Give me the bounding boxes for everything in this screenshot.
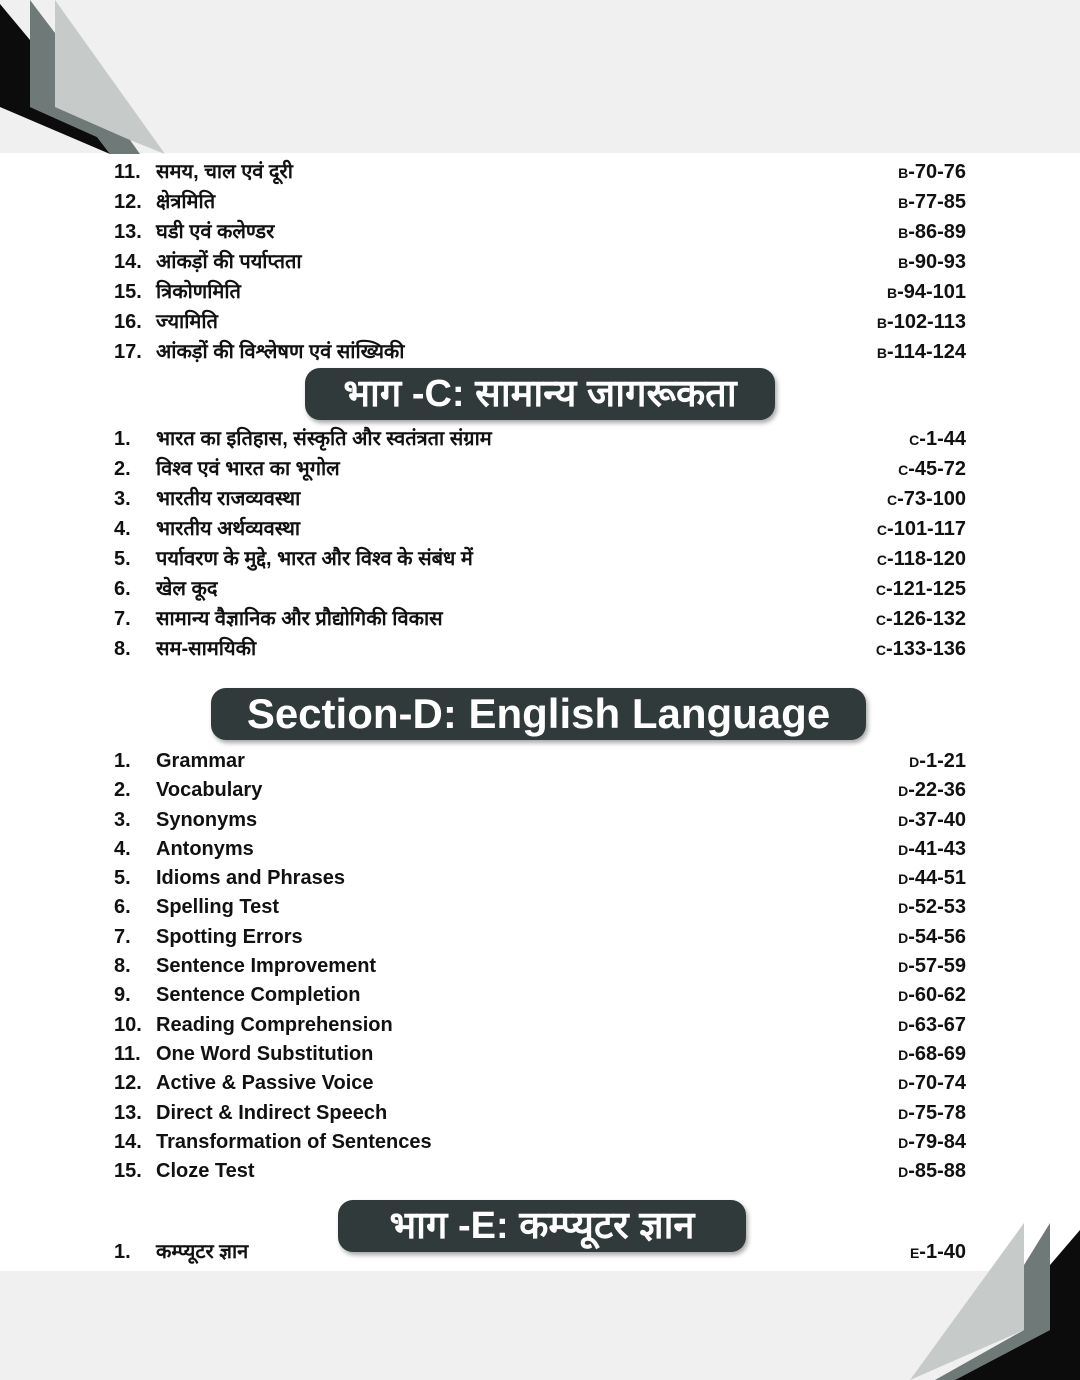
entry-title: क्षेत्रमिति xyxy=(156,191,216,213)
entry-pages xyxy=(909,424,966,455)
entry-pages xyxy=(898,157,966,188)
entry-title: Sentence Improvement xyxy=(156,955,377,978)
page-prefix: D xyxy=(898,812,909,829)
page-prefix: B xyxy=(886,285,898,301)
page-prefix: B xyxy=(898,195,909,211)
entry-number: 1. xyxy=(114,428,131,450)
page-prefix: D xyxy=(898,1076,909,1093)
page-range: -45-72 xyxy=(908,458,966,480)
page-range: -77-85 xyxy=(908,191,966,213)
toc-entry xyxy=(0,1098,1080,1127)
toc-entry xyxy=(0,834,1080,863)
toc-entry xyxy=(0,892,1080,921)
entry-pages xyxy=(898,1098,966,1129)
toc-entry xyxy=(0,1039,1080,1068)
toc-entry xyxy=(0,951,1080,980)
entry-title: One Word Substitution xyxy=(156,1042,374,1065)
toc-entry xyxy=(0,157,1080,187)
page-prefix: B xyxy=(876,345,888,361)
toc-entry xyxy=(0,805,1080,834)
entry-pages xyxy=(898,834,966,865)
entry-number: 17. xyxy=(114,341,142,363)
entry-title: Sentence Completion xyxy=(156,984,361,1007)
entry-pages xyxy=(898,1068,966,1099)
page-prefix: D xyxy=(898,1105,909,1122)
toc-entry xyxy=(0,1127,1080,1156)
entry-number: 2. xyxy=(114,779,131,802)
entry-title: सम-सामयिकी xyxy=(156,638,257,660)
page-prefix: C xyxy=(876,552,888,568)
page-prefix: D xyxy=(909,754,920,770)
page-prefix: C xyxy=(886,492,898,508)
entry-number: 4. xyxy=(114,837,131,860)
toc-entry xyxy=(0,1237,1080,1267)
entry-number: 5. xyxy=(114,867,131,890)
entry-pages xyxy=(898,1010,966,1041)
page-prefix: C xyxy=(876,522,888,538)
entry-pages xyxy=(909,746,966,777)
entry-title: कम्प्यूटर ज्ञान xyxy=(156,1241,249,1263)
toc-entry xyxy=(0,574,1080,604)
entry-title: Grammar xyxy=(156,750,245,772)
page-range: -90-93 xyxy=(908,251,966,273)
section-c-header: भाग -C: सामान्य जागरूकता xyxy=(305,368,775,420)
page-range: -86-89 xyxy=(908,221,966,243)
entry-pages xyxy=(898,187,966,218)
page-prefix: D xyxy=(898,1164,909,1181)
page-prefix: B xyxy=(898,255,909,271)
entry-title: भारतीय अर्थव्यवस्था xyxy=(156,518,301,540)
entry-title: त्रिकोणमिति xyxy=(156,281,241,303)
entry-number: 10. xyxy=(114,1013,142,1036)
page-range: -44-51 xyxy=(908,867,966,890)
page-prefix: D xyxy=(898,871,909,888)
toc-entry xyxy=(0,454,1080,484)
page-prefix: D xyxy=(898,1046,909,1063)
page-range: -102-113 xyxy=(887,311,966,333)
entry-title: भारतीय राजव्यवस्था xyxy=(156,488,301,510)
page-range: -41-43 xyxy=(908,837,966,860)
page-range: -1-44 xyxy=(919,428,966,450)
toc-entry xyxy=(0,1156,1080,1185)
entry-pages xyxy=(876,574,966,605)
entry-number: 1. xyxy=(114,1241,131,1263)
entry-title: विश्व एवं भारत का भूगोल xyxy=(156,458,340,480)
entry-title: Cloze Test xyxy=(156,1160,255,1183)
toc-entry xyxy=(0,217,1080,247)
entry-title: Direct & Indirect Speech xyxy=(156,1101,388,1124)
page-prefix: D xyxy=(898,900,909,917)
entry-number: 15. xyxy=(114,281,142,303)
section-c-list xyxy=(0,424,1080,664)
entry-pages xyxy=(898,951,966,982)
entry-pages xyxy=(876,634,966,665)
entry-number: 7. xyxy=(114,608,131,630)
entry-pages xyxy=(898,863,966,894)
entry-title: Antonyms xyxy=(156,837,254,860)
entry-title: Active & Passive Voice xyxy=(156,1072,374,1095)
section-d-header: Section-D: English Language xyxy=(211,688,866,740)
page-range: -52-53 xyxy=(908,896,966,919)
page-prefix: B xyxy=(898,225,909,241)
page-prefix: D xyxy=(898,1017,909,1034)
page-prefix: D xyxy=(898,988,909,1005)
entry-pages xyxy=(898,922,966,953)
entry-pages xyxy=(898,454,966,485)
entry-number: 8. xyxy=(114,638,131,660)
toc-entry xyxy=(0,514,1080,544)
entry-pages xyxy=(898,980,966,1011)
entry-pages xyxy=(898,1039,966,1070)
page-range: -79-84 xyxy=(908,1130,966,1153)
page-range: -1-21 xyxy=(919,750,966,772)
page-prefix: C xyxy=(875,582,886,598)
page-range: -68-69 xyxy=(908,1042,966,1065)
page-range: -60-62 xyxy=(908,984,966,1007)
page-prefix: C xyxy=(909,432,920,448)
entry-number: 2. xyxy=(114,458,131,480)
entry-pages xyxy=(898,892,966,923)
entry-pages xyxy=(898,247,966,278)
page-prefix: C xyxy=(875,612,886,628)
page-prefix: E xyxy=(909,1245,920,1261)
entry-number: 3. xyxy=(114,808,131,831)
entry-title: Spelling Test xyxy=(156,896,279,919)
entry-title: आंकड़ों की पर्याप्तता xyxy=(156,251,302,273)
entry-number: 14. xyxy=(114,251,142,273)
entry-number: 11. xyxy=(114,1042,141,1065)
entry-number: 1. xyxy=(114,750,131,772)
toc-entry xyxy=(0,863,1080,892)
entry-number: 8. xyxy=(114,955,131,978)
page-prefix: D xyxy=(898,783,909,800)
toc-entry xyxy=(0,337,1080,367)
entry-pages xyxy=(877,337,966,368)
entry-number: 4. xyxy=(114,518,131,540)
page-prefix: D xyxy=(898,959,909,976)
entry-pages xyxy=(877,544,966,575)
toc-entry xyxy=(0,1068,1080,1097)
page-range: -118-120 xyxy=(887,548,966,570)
page-range: -70-76 xyxy=(908,161,966,183)
page-range: -57-59 xyxy=(908,955,966,978)
entry-title: Reading Comprehension xyxy=(156,1013,393,1036)
page-range: -75-78 xyxy=(908,1101,966,1124)
entry-pages xyxy=(887,484,966,515)
toc-entry xyxy=(0,424,1080,454)
entry-title: Synonyms xyxy=(156,808,258,831)
entry-number: 13. xyxy=(114,1101,142,1124)
entry-pages xyxy=(898,1156,966,1187)
entry-title: सामान्य वैज्ञानिक और प्रौद्योगिकी विकास xyxy=(156,608,443,630)
toc-entry xyxy=(0,544,1080,574)
page-range: -73-100 xyxy=(897,488,966,510)
corner-decoration-top-left xyxy=(0,0,170,156)
toc-entry xyxy=(0,277,1080,307)
entry-pages xyxy=(877,514,966,545)
entry-title: घडी एवं कलेण्डर xyxy=(156,221,275,243)
page-range: -133-136 xyxy=(885,638,966,660)
entry-pages xyxy=(887,277,966,308)
page-range: -94-101 xyxy=(897,281,966,303)
section-b-list xyxy=(0,157,1080,367)
toc-entry xyxy=(0,634,1080,664)
entry-title: भारत का इतिहास, संस्कृति और स्वतंत्रता संग्राम xyxy=(156,428,492,450)
section-e-list xyxy=(0,1237,1080,1267)
entry-pages xyxy=(876,604,966,635)
entry-pages xyxy=(898,775,966,806)
toc-entry xyxy=(0,922,1080,951)
page-range: -101-117 xyxy=(887,518,966,540)
entry-number: 7. xyxy=(114,925,131,948)
entry-title: Spotting Errors xyxy=(156,925,303,948)
entry-number: 16. xyxy=(114,311,142,333)
entry-title: Idioms and Phrases xyxy=(156,867,345,890)
section-d-list xyxy=(0,746,1080,1185)
page-range: -37-40 xyxy=(908,808,966,831)
entry-number: 11. xyxy=(114,161,141,183)
page-prefix: D xyxy=(898,929,909,946)
entry-number: 12. xyxy=(114,1072,142,1095)
entry-title: समय, चाल एवं दूरी xyxy=(156,161,293,183)
toc-entry xyxy=(0,307,1080,337)
page-prefix: C xyxy=(898,462,909,478)
section-e-header: भाग -E: कम्प्यूटर ज्ञान xyxy=(338,1200,746,1252)
page-range: -85-88 xyxy=(908,1160,966,1183)
entry-number: 3. xyxy=(114,488,131,510)
entry-number: 12. xyxy=(114,191,142,213)
toc-entry xyxy=(0,604,1080,634)
page-range: -70-74 xyxy=(908,1072,966,1095)
page-range: -54-56 xyxy=(908,925,966,948)
entry-title: Vocabulary xyxy=(156,779,263,802)
entry-pages xyxy=(910,1237,966,1268)
page-prefix: B xyxy=(898,165,909,181)
toc-entry xyxy=(0,980,1080,1009)
entry-pages xyxy=(898,217,966,248)
toc-entry xyxy=(0,1010,1080,1039)
entry-number: 15. xyxy=(114,1160,142,1183)
entry-title: आंकड़ों की विश्लेषण एवं सांख्यिकी xyxy=(156,341,405,363)
entry-number: 14. xyxy=(114,1130,142,1153)
entry-title: Transformation of Sentences xyxy=(156,1130,432,1153)
entry-number: 5. xyxy=(114,548,131,570)
entry-title: खेल कूद xyxy=(156,578,218,600)
toc-entry xyxy=(0,775,1080,804)
toc-entry xyxy=(0,187,1080,217)
entry-pages xyxy=(898,805,966,836)
toc-entry xyxy=(0,484,1080,514)
entry-number: 9. xyxy=(114,984,131,1007)
toc-entry xyxy=(0,746,1080,775)
entry-number: 6. xyxy=(114,578,131,600)
entry-pages xyxy=(877,307,966,338)
page-prefix: D xyxy=(898,1134,909,1151)
entry-number: 13. xyxy=(114,221,142,243)
page-range: -63-67 xyxy=(908,1013,966,1036)
page-range: -1-40 xyxy=(919,1241,966,1263)
toc-entry xyxy=(0,247,1080,277)
entry-title: ज्यामिति xyxy=(156,311,218,333)
entry-title: पर्यावरण के मुद्दे, भारत और विश्व के संबंध में xyxy=(156,548,473,570)
entry-number: 6. xyxy=(114,896,131,919)
entry-pages xyxy=(898,1127,966,1158)
page-prefix: D xyxy=(898,841,909,858)
page-range: -114-124 xyxy=(887,341,966,363)
page-prefix: C xyxy=(875,642,886,658)
page-range: -22-36 xyxy=(908,779,966,802)
page-range: -126-132 xyxy=(885,608,966,630)
page-range: -121-125 xyxy=(885,578,966,600)
page-prefix: B xyxy=(876,315,888,331)
